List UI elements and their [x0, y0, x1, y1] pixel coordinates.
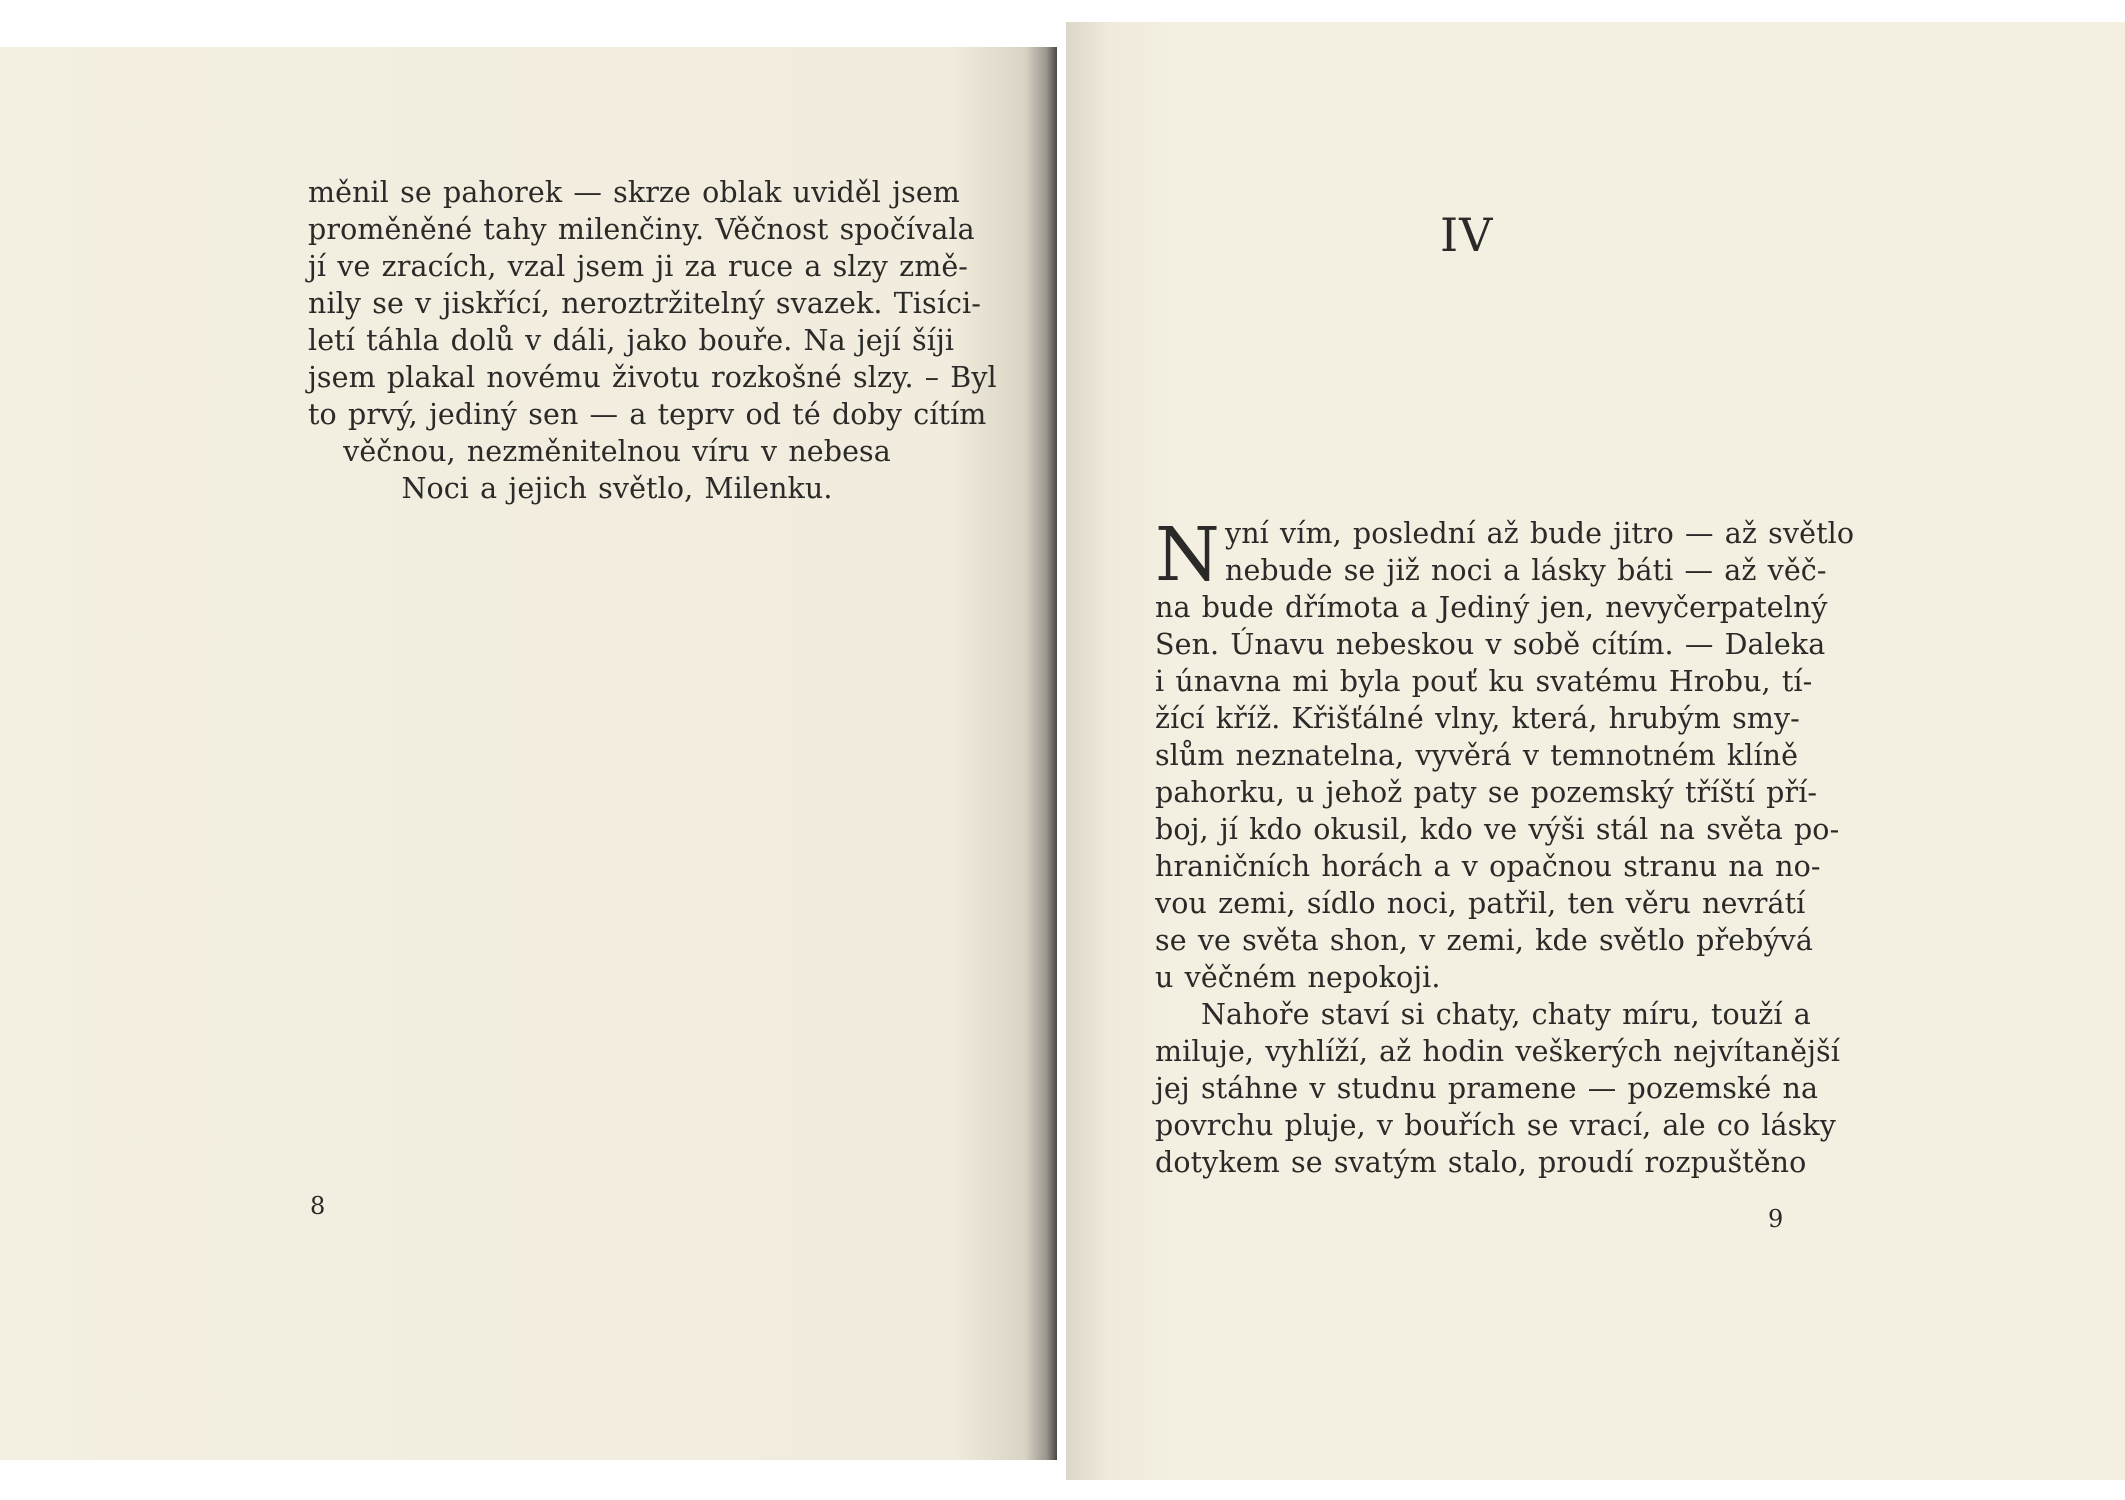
text-line: nily se v jiskřící, neroztržitelný svazek. Tisíci- [308, 287, 981, 320]
text-line: se ve světa shon, v zemi, kde světlo přebývá [1155, 924, 1813, 957]
text-line: žící kříž. Křišťálné vlny, která, hrubým smy- [1155, 702, 1800, 735]
text-line: věčnou, nezměnitelnou víru v nebesa [343, 435, 891, 468]
text-line: letí táhla dolů v dáli, jako bouře. Na její šíji [308, 324, 955, 357]
left-page-text [308, 174, 997, 507]
text-line: měnil se pahorek — skrze oblak uviděl jsem [308, 176, 960, 209]
text-line: dotykem se svatým stalo, proudí rozpuštěno [1155, 1146, 1807, 1179]
text-line: vou zemi, sídlo noci, patřil, ten věru nevrátí [1155, 887, 1806, 920]
text-line: nebude se již noci a lásky báti — až věč- [1225, 554, 1827, 587]
text-line: pahorku, u jehož paty se pozemský tříští pří- [1155, 776, 1818, 809]
text-line: to prvý, jediný sen — a teprv od té doby cítím [308, 398, 987, 431]
chapter-heading: IV [1440, 208, 1494, 262]
text-line: miluje, vyhlíží, až hodin veškerých nejvítanější [1155, 1035, 1840, 1068]
drop-cap: N [1155, 512, 1220, 598]
text-line: na bude dřímota a Jediný jen, nevyčerpatelný [1155, 591, 1828, 624]
text-line: Noci a jejich světlo, Milenku. [401, 472, 833, 505]
right-page-text [1155, 512, 1855, 1181]
text-line: jsem plakal novému životu rozkošné slzy. – Byl [308, 361, 997, 394]
paragraph-two-first-line [1155, 996, 1811, 1033]
drop-cap-paragraph-start [1155, 512, 1855, 598]
text-line: proměněné tahy milenčiny. Věčnost spočívala [308, 213, 975, 246]
text-line: jej stáhne v studnu pramene — pozemské na [1155, 1072, 1819, 1105]
text-line: Sen. Únavu nebeskou v sobě cítím. — Daleka [1155, 628, 1826, 661]
text-line: hraničních horách a v opačnou stranu na no- [1155, 850, 1821, 883]
text-line: i únavna mi byla pouť ku svatému Hrobu, tí- [1155, 665, 1813, 698]
text-line: u věčném nepokoji. [1155, 961, 1441, 994]
text-line: yní vím, poslední až bude jitro — až světlo [1225, 517, 1855, 550]
text-line: povrchu pluje, v bouřích se vrací, ale co lásky [1155, 1109, 1836, 1142]
page-number-left: 8 [310, 1192, 326, 1220]
page-number-right: 9 [1768, 1205, 1784, 1233]
text-line: Nahoře staví si chaty, chaty míru, touží a [1201, 998, 1811, 1031]
text-line: jí ve zracích, vzal jsem ji za ruce a slzy změ- [308, 250, 969, 283]
text-line: slům neznatelna, vyvěrá v temnotném klíně [1155, 739, 1799, 772]
text-line: boj, jí kdo okusil, kdo ve výši stál na světa po- [1155, 813, 1840, 846]
